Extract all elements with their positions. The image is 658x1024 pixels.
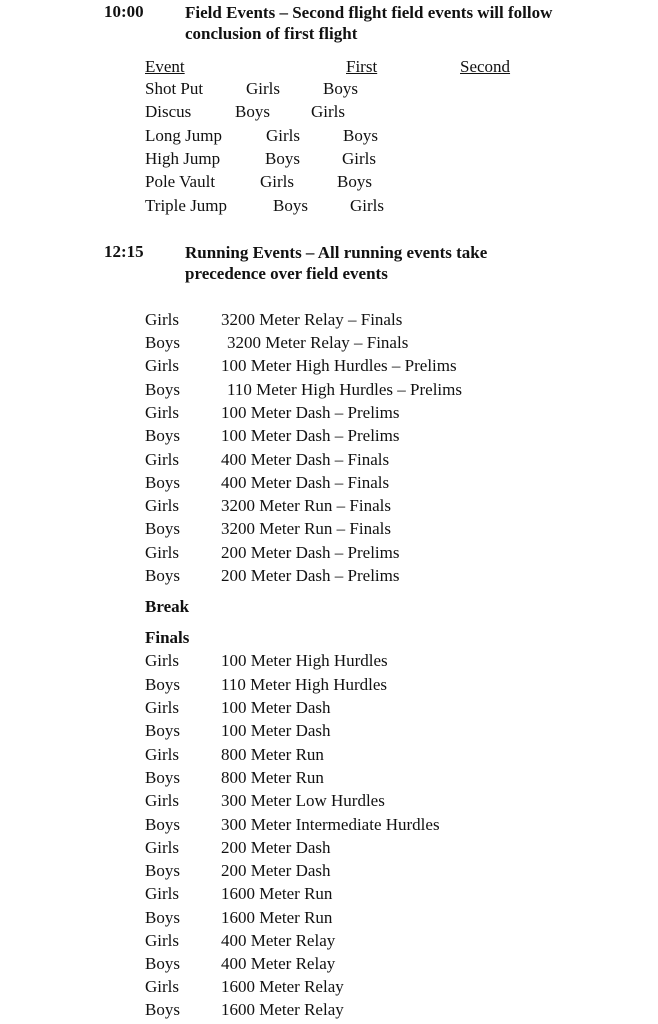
event-gender: Boys [145,380,180,399]
column-header-second: Second [460,57,511,76]
finals-event-row [0,768,658,791]
finals-event-row [0,1000,658,1023]
field-event-name: Triple Jump [145,196,228,215]
event-name: 200 Meter Dash [221,838,331,857]
running-event-row [0,356,658,379]
event-gender: Boys [145,426,180,445]
running-event-row [0,566,658,589]
event-gender: Girls [145,838,179,857]
event-gender: Girls [145,651,179,670]
event-gender: Girls [145,745,179,764]
running-event-row [0,496,658,519]
event-name: 3200 Meter Relay – Finals [221,310,403,329]
column-header-first: First [346,57,378,76]
field-event-second: Girls [350,196,384,215]
running-event-row [0,519,658,542]
field-event-first: Girls [266,126,300,145]
field-event-name: Long Jump [145,126,222,145]
event-name: 400 Meter Relay [221,954,336,973]
event-name: 1600 Meter Run [221,884,333,903]
event-gender: Girls [145,450,179,469]
event-name: 400 Meter Dash – Finals [221,473,390,492]
field-event-row [0,196,658,219]
event-gender: Girls [145,310,179,329]
event-gender: Girls [145,356,179,375]
event-name: 100 Meter High Hurdles – Prelims [221,356,457,375]
event-name: 3200 Meter Run – Finals [221,519,391,538]
event-gender: Girls [145,791,179,810]
field-event-second: Boys [343,126,378,145]
running-event-row [0,426,658,449]
running-event-row [0,403,658,426]
event-name: 3200 Meter Relay – Finals [227,333,409,352]
event-name: 100 Meter Dash [221,698,331,717]
field-events-heading-line1: Field Events – Second flight field events will follow [185,3,553,22]
event-name: 400 Meter Dash – Finals [221,450,390,469]
field-event-first: Boys [273,196,308,215]
event-name: 100 Meter Dash – Prelims [221,426,400,445]
field-event-name: High Jump [145,149,221,168]
event-name: 200 Meter Dash [221,861,331,880]
running-event-row [0,380,658,403]
finals-event-row [0,721,658,744]
field-event-second: Boys [337,172,372,191]
event-gender: Boys [145,1000,180,1019]
finals-event-row [0,651,658,674]
field-event-first: Girls [260,172,294,191]
event-gender: Boys [145,333,180,352]
event-name: 1600 Meter Relay [221,1000,344,1019]
field-event-row [0,79,658,102]
event-gender: Boys [145,815,180,834]
finals-label: Finals [145,628,190,647]
event-gender: Boys [145,861,180,880]
running-event-row [0,450,658,473]
finals-event-row [0,815,658,838]
field-event-name: Discus [145,102,192,121]
field-event-row [0,102,658,125]
event-name: 200 Meter Dash – Prelims [221,566,400,585]
finals-event-row [0,931,658,954]
column-header-event: Event [145,57,185,76]
event-name: 100 Meter Dash – Prelims [221,403,400,422]
running-events-heading-line1: Running Events – All running events take [185,243,488,262]
field-event-row [0,149,658,172]
event-name: 400 Meter Relay [221,931,336,950]
finals-event-row [0,838,658,861]
finals-event-row [0,675,658,698]
event-name: 300 Meter Intermediate Hurdles [221,815,440,834]
finals-event-row [0,884,658,907]
field-event-second: Girls [342,149,376,168]
field-event-name: Pole Vault [145,172,216,191]
finals-event-row [0,954,658,977]
event-gender: Girls [145,884,179,903]
event-name: 800 Meter Run [221,768,324,787]
finals-event-row [0,791,658,814]
event-name: 110 Meter High Hurdles – Prelims [227,380,462,399]
event-gender: Boys [145,473,180,492]
break-label: Break [145,597,190,616]
finals-event-row [0,745,658,768]
event-name: 3200 Meter Run – Finals [221,496,391,515]
event-gender: Boys [145,519,180,538]
event-gender: Boys [145,954,180,973]
finals-event-row [0,908,658,931]
event-gender: Boys [145,721,180,740]
field-event-second: Boys [323,79,358,98]
event-gender: Boys [145,768,180,787]
event-name: 300 Meter Low Hurdles [221,791,385,810]
event-gender: Girls [145,977,179,996]
field-event-name: Shot Put [145,79,204,98]
field-event-row [0,126,658,149]
event-gender: Boys [145,566,180,585]
running-event-row [0,310,658,333]
running-events-heading-line2: precedence over field events [185,264,388,283]
event-gender: Girls [145,403,179,422]
event-name: 110 Meter High Hurdles [221,675,388,694]
field-events-heading [185,2,552,44]
field-event-first: Boys [235,102,270,121]
event-gender: Girls [145,496,179,515]
event-gender: Girls [145,698,179,717]
finals-event-row [0,698,658,721]
event-name: 200 Meter Dash – Prelims [221,543,400,562]
field-events-heading-line2: conclusion of first flight [185,24,358,43]
event-name: 1600 Meter Relay [221,977,344,996]
field-event-row [0,172,658,195]
field-event-second: Girls [311,102,345,121]
event-name: 100 Meter High Hurdles [221,651,388,670]
running-event-row [0,543,658,566]
running-events-time: 12:15 [104,242,144,261]
field-event-first: Girls [246,79,280,98]
field-event-first: Boys [265,149,300,168]
event-gender: Girls [145,931,179,950]
finals-event-row [0,861,658,884]
running-event-row [0,473,658,496]
event-gender: Boys [145,908,180,927]
event-name: 100 Meter Dash [221,721,331,740]
event-gender: Boys [145,675,180,694]
field-events-time: 10:00 [104,2,144,21]
event-name: 800 Meter Run [221,745,324,764]
running-events-heading [185,242,487,284]
event-gender: Girls [145,543,179,562]
finals-event-row [0,977,658,1000]
event-name: 1600 Meter Run [221,908,333,927]
running-event-row [0,333,658,356]
